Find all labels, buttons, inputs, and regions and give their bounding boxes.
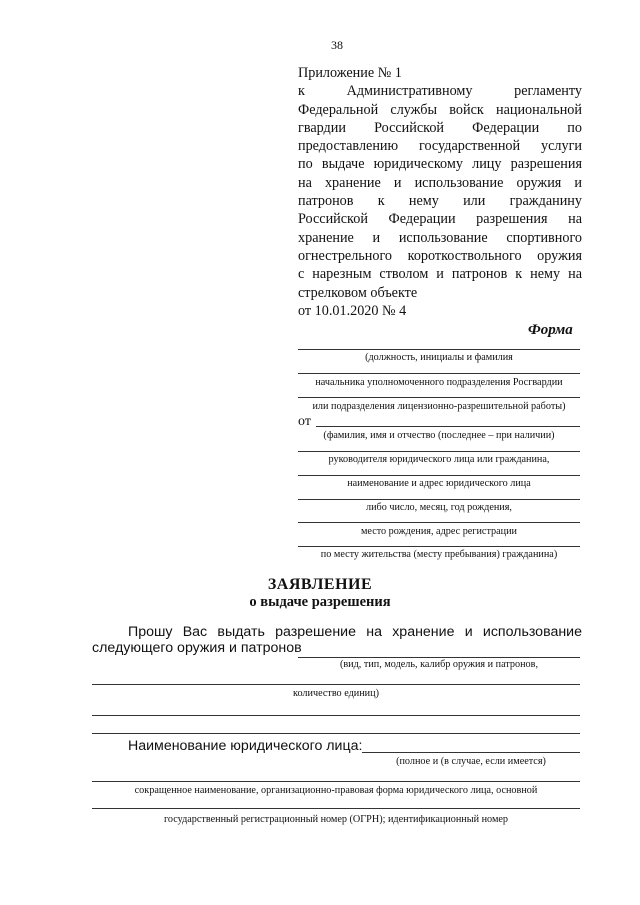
field-line[interactable] bbox=[298, 475, 580, 476]
appendix-line: на хранение и использование оружия и bbox=[298, 174, 582, 191]
request-line: следующего оружия и патронов bbox=[92, 640, 302, 656]
field-caption: государственный регистрационный номер (ОГРН); идентификационный номер bbox=[163, 814, 509, 825]
appendix-line: от 10.01.2020 № 4 bbox=[298, 302, 407, 319]
field-line[interactable] bbox=[298, 349, 580, 350]
appendix-line: предоставлению государственной услуги bbox=[298, 138, 582, 155]
appendix-line: Приложение № 1 bbox=[298, 65, 402, 81]
field-caption: сокращенное наименование, организационно-правовая форма юридического лица, основной bbox=[134, 785, 538, 796]
field-line[interactable] bbox=[298, 397, 580, 398]
appendix-line: с нарезным стволом и патронов к нему на bbox=[298, 266, 582, 283]
appendix-line: по выдаче юридическому лицу разрешения bbox=[298, 156, 582, 173]
document-subtitle: о выдаче разрешения bbox=[249, 594, 391, 610]
appendix-line: Федеральной службы войск национальной bbox=[298, 101, 582, 118]
field-line[interactable] bbox=[92, 715, 580, 716]
field-caption: (должность, инициалы и фамилия bbox=[365, 352, 513, 363]
field-caption: или подразделения лицензионно-разрешительной работы) bbox=[312, 401, 566, 412]
appendix-line: хранение и использование спортивного bbox=[298, 229, 582, 246]
field-caption: руководителя юридического лица или гражданина, bbox=[328, 454, 550, 465]
field-caption: (вид, тип, модель, калибр оружия и патронов, bbox=[339, 659, 539, 670]
field-line[interactable] bbox=[92, 733, 580, 734]
field-line[interactable] bbox=[298, 373, 580, 374]
form-label: Форма bbox=[528, 322, 573, 338]
legal-entity-label: Наименование юридического лица: bbox=[128, 738, 363, 754]
field-caption: место рождения, адрес регистрации bbox=[360, 526, 518, 537]
appendix-line: Российской Федерации разрешения на bbox=[298, 211, 582, 228]
field-line[interactable] bbox=[298, 451, 580, 452]
field-line[interactable] bbox=[298, 499, 580, 500]
field-line[interactable] bbox=[298, 657, 580, 658]
appendix-line: к Административному регламенту bbox=[298, 83, 582, 100]
field-caption: (полное и (в случае, если имеется) bbox=[396, 756, 546, 767]
page-number: 38 bbox=[331, 38, 343, 52]
document-title: ЗАЯВЛЕНИЕ bbox=[267, 576, 373, 593]
appendix-line: стрелковом объекте bbox=[298, 284, 418, 301]
field-line[interactable] bbox=[298, 522, 580, 523]
field-line[interactable] bbox=[92, 781, 580, 782]
field-caption: либо число, месяц, год рождения, bbox=[366, 502, 512, 513]
appendix-block bbox=[298, 64, 582, 320]
field-line[interactable] bbox=[362, 752, 580, 753]
appendix-line: гвардии Российской Федерации по bbox=[298, 119, 582, 136]
from-label: от bbox=[298, 414, 311, 429]
field-line[interactable] bbox=[92, 808, 580, 809]
field-caption: (фамилия, имя и отчество (последнее – при наличии) bbox=[323, 430, 555, 441]
appendix-line: патронов к нему или гражданину bbox=[298, 193, 582, 210]
field-line[interactable] bbox=[92, 684, 580, 685]
field-line[interactable] bbox=[316, 426, 580, 427]
appendix-line: огнестрельного короткоствольного оружия bbox=[298, 247, 582, 264]
request-paragraph bbox=[92, 624, 582, 656]
field-caption: количество единиц) bbox=[293, 688, 379, 699]
field-caption: по месту жительства (месту пребывания) гражданина) bbox=[320, 549, 558, 560]
field-line[interactable] bbox=[298, 546, 580, 547]
request-line: Прошу Вас выдать разрешение на хранение и использование bbox=[128, 624, 582, 640]
field-caption: начальника уполномоченного подразделения Росгвардии bbox=[315, 377, 563, 388]
field-caption: наименование и адрес юридического лица bbox=[347, 478, 531, 489]
